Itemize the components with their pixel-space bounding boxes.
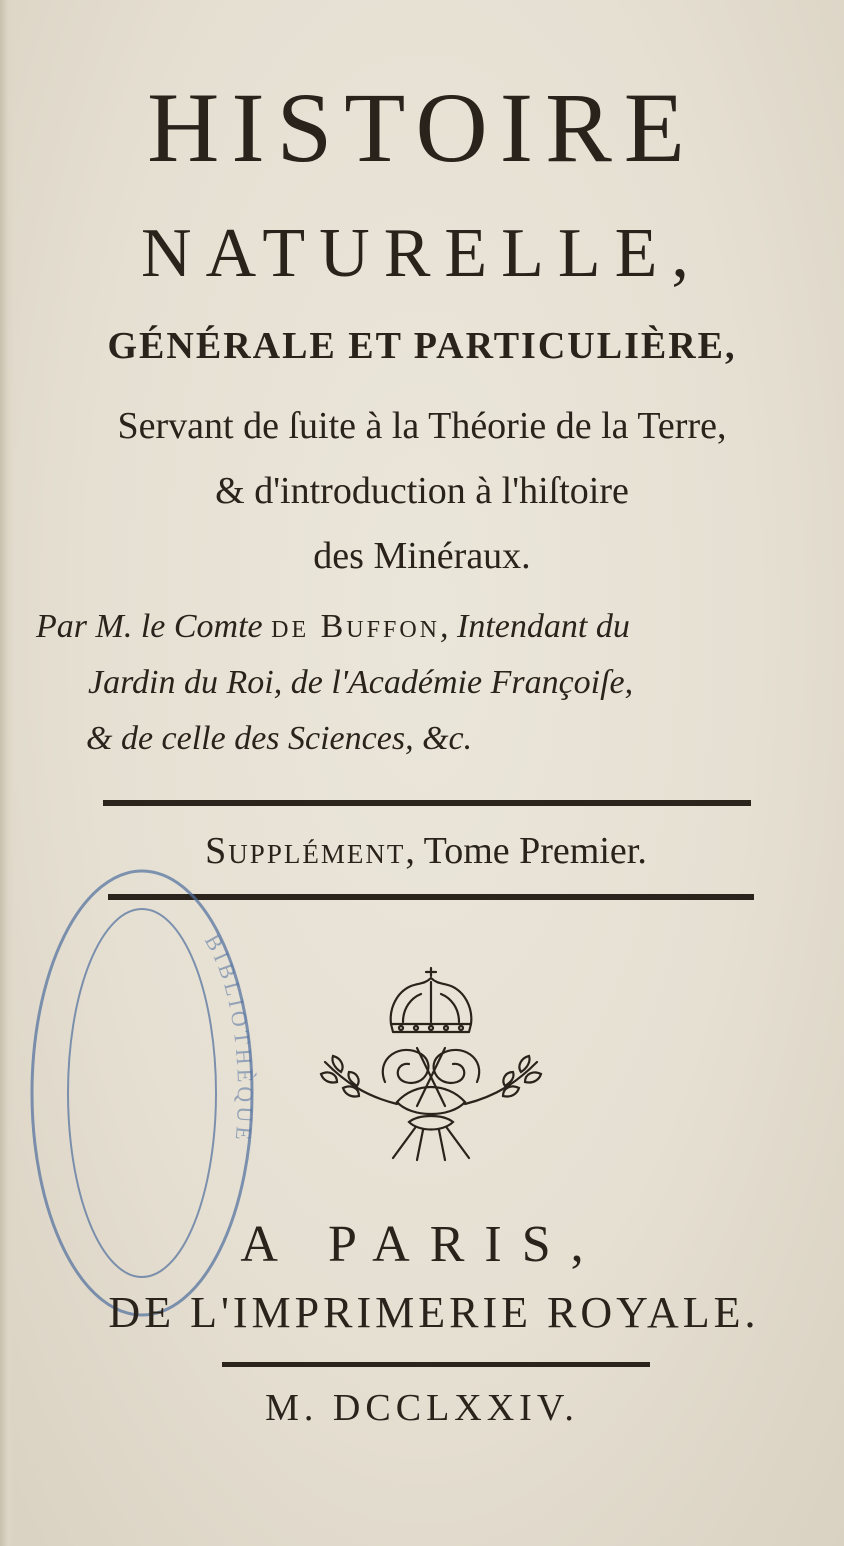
- author-prefix: Par M. le Comte: [36, 608, 272, 645]
- imprint-rule: [222, 1362, 650, 1367]
- author-line-2: Jardin du Roi, de l'Académie Françoiſe,: [88, 664, 634, 701]
- title-line-2: NATURELLE,: [141, 215, 703, 292]
- title-line-1: HISTOIRE: [147, 72, 697, 183]
- supplement-label: Supplément: [205, 830, 406, 872]
- stamp-text: BIBLIOTHÈQUE: [199, 929, 258, 1146]
- supplement-volume: , Tome Premier.: [405, 830, 647, 872]
- imprint-printer: DE L'IMPRIMERIE ROYALE.: [108, 1288, 760, 1337]
- subtitle-line-1: Servant de ſuite à la Théorie de la Terre,: [117, 405, 727, 447]
- author-line-3: & de celle des Sciences, &c.: [86, 720, 473, 757]
- subtitle-line-3: des Minéraux.: [313, 535, 531, 577]
- author-title: , Intendant du: [440, 608, 630, 645]
- imprint-year: M. DCCLXXIV.: [265, 1387, 579, 1429]
- author-line-1: [36, 604, 630, 650]
- title-line-3: GÉNÉRALE ET PARTICULIÈRE,: [107, 325, 737, 367]
- imprint-place: A PARIS,: [240, 1216, 604, 1273]
- author-name: de Buffon: [271, 608, 441, 645]
- top-rule: [103, 800, 751, 806]
- subtitle-line-2: & d'introduction à l'hiſtoire: [215, 470, 629, 512]
- royal-crown-monogram-icon: [305, 962, 557, 1168]
